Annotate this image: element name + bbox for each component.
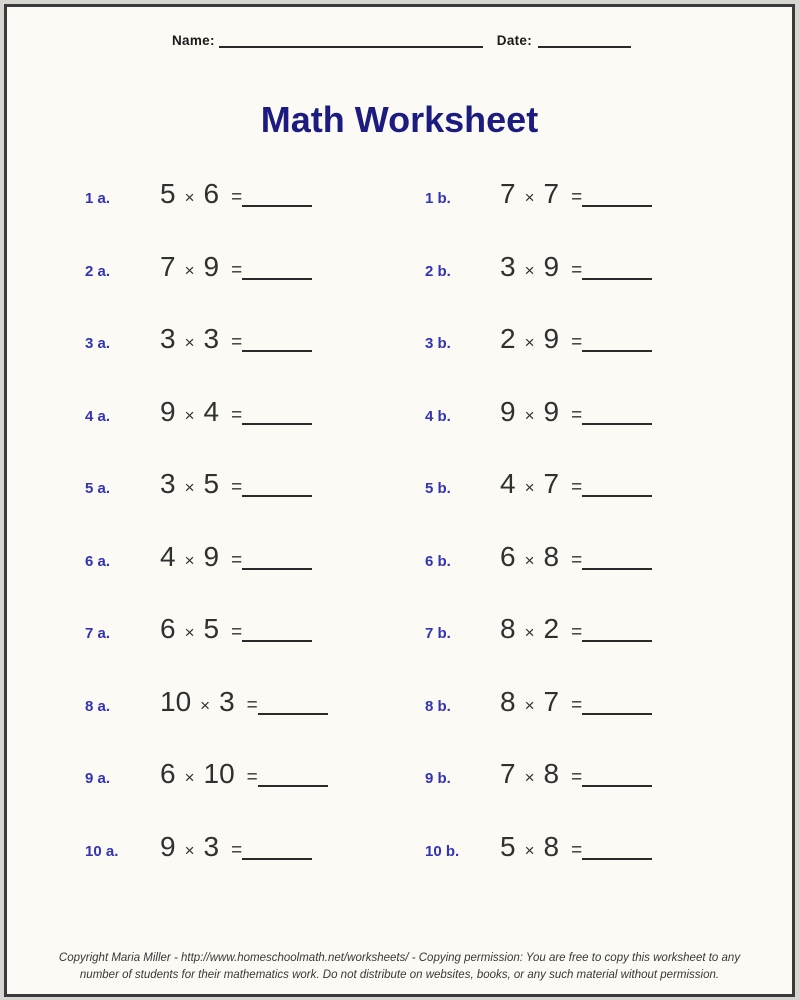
equals-sign: = — [231, 839, 243, 861]
multiplication-sign-icon: × — [524, 550, 535, 570]
multiplication-sign-icon: × — [200, 695, 211, 715]
date-label: Date: — [496, 33, 533, 48]
equals-sign: = — [246, 767, 258, 788]
name-blank-line[interactable] — [219, 33, 483, 48]
multiplication-sign-icon: × — [184, 768, 195, 787]
factor-1: 9 — [500, 395, 516, 427]
problem-row — [7, 525, 792, 598]
factor-1: 6 — [160, 758, 176, 789]
problem-4b — [425, 396, 652, 428]
factor-1: 10 — [160, 685, 192, 717]
problem-number: 6 a. — [85, 552, 111, 570]
factor-1: 9 — [160, 395, 176, 427]
factor-2: 8 — [543, 540, 560, 572]
problem-row — [7, 815, 792, 888]
answer-blank[interactable] — [258, 703, 328, 715]
problem-number: 10 a. — [85, 842, 119, 860]
problem-number: 8 a. — [85, 697, 111, 715]
factor-2: 9 — [543, 323, 560, 354]
answer-blank[interactable] — [242, 413, 312, 425]
equals-sign: = — [231, 404, 243, 426]
problem-number: 7 a. — [85, 625, 111, 642]
answer-blank[interactable] — [582, 413, 652, 425]
answer-blank[interactable] — [582, 340, 652, 352]
factor-1: 7 — [500, 758, 516, 789]
factor-2: 3 — [203, 323, 220, 354]
equals-sign: = — [231, 622, 243, 643]
worksheet-page — [4, 4, 795, 997]
equals-sign: = — [231, 549, 243, 571]
problem-number: 3 b. — [425, 335, 451, 352]
problem-row — [7, 452, 792, 525]
multiplication-sign-icon: × — [184, 478, 195, 497]
multiplication-sign-icon: × — [524, 623, 535, 642]
problem-row — [7, 597, 792, 670]
multiplication-sign-icon: × — [524, 840, 535, 860]
multiplication-sign-icon: × — [524, 695, 535, 715]
multiplication-sign-icon: × — [184, 188, 195, 207]
factor-2: 9 — [203, 540, 220, 572]
answer-blank[interactable] — [582, 775, 652, 787]
answer-blank[interactable] — [582, 630, 652, 642]
answer-blank[interactable] — [258, 775, 328, 787]
factor-1: 8 — [500, 685, 516, 717]
problem-number: 4 b. — [425, 407, 451, 425]
problem-4a — [85, 396, 312, 428]
problem-number: 9 b. — [425, 770, 451, 787]
header — [172, 33, 631, 48]
multiplication-sign-icon: × — [184, 405, 195, 425]
factor-1: 6 — [160, 613, 176, 644]
problem-number: 2 b. — [425, 262, 451, 280]
problem-3a — [85, 323, 312, 355]
problem-number: 6 b. — [425, 552, 451, 570]
problem-number: 5 b. — [425, 480, 451, 497]
factor-2: 3 — [203, 830, 220, 862]
equals-sign: = — [231, 259, 243, 281]
problem-6b — [425, 541, 652, 573]
multiplication-sign-icon: × — [524, 260, 535, 280]
problem-number: 8 b. — [425, 697, 451, 715]
answer-blank[interactable] — [582, 268, 652, 280]
problem-1b — [425, 178, 652, 210]
factor-2: 5 — [203, 468, 220, 499]
answer-blank[interactable] — [242, 558, 312, 570]
problems-grid — [7, 162, 792, 887]
answer-blank[interactable] — [582, 848, 652, 860]
answer-blank[interactable] — [582, 195, 652, 207]
multiplication-sign-icon: × — [184, 260, 195, 280]
problem-row — [7, 380, 792, 453]
answer-blank[interactable] — [582, 485, 652, 497]
equals-sign: = — [231, 477, 243, 498]
problem-number: 1 b. — [425, 190, 451, 207]
multiplication-sign-icon: × — [524, 405, 535, 425]
problem-8a — [85, 686, 328, 718]
multiplication-sign-icon: × — [184, 333, 195, 352]
equals-sign: = — [571, 767, 583, 788]
problem-number: 9 a. — [85, 770, 111, 787]
date-blank-line[interactable] — [538, 33, 631, 48]
problem-row — [7, 235, 792, 308]
factor-1: 7 — [160, 250, 176, 282]
equals-sign: = — [571, 187, 583, 208]
problem-7b — [425, 613, 652, 645]
problem-number: 10 b. — [425, 842, 460, 860]
problem-5a — [85, 468, 312, 500]
factor-1: 6 — [500, 540, 516, 572]
equals-sign: = — [231, 187, 243, 208]
equals-sign: = — [231, 332, 243, 353]
equals-sign: = — [571, 622, 583, 643]
factor-1: 4 — [500, 468, 516, 499]
name-label: Name: — [172, 33, 215, 48]
factor-1: 8 — [500, 613, 516, 644]
factor-2: 9 — [543, 250, 560, 282]
answer-blank[interactable] — [582, 703, 652, 715]
multiplication-sign-icon: × — [184, 550, 195, 570]
problem-number: 3 a. — [85, 335, 111, 352]
problem-row — [7, 670, 792, 743]
factor-2: 3 — [219, 685, 235, 717]
factor-2: 2 — [543, 613, 560, 644]
problem-row — [7, 307, 792, 380]
multiplication-sign-icon: × — [524, 333, 535, 352]
multiplication-sign-icon: × — [524, 478, 535, 497]
equals-sign: = — [571, 404, 583, 426]
factor-1: 3 — [160, 323, 176, 354]
problem-5b — [425, 468, 652, 500]
problem-row — [7, 162, 792, 235]
factor-2: 7 — [543, 468, 560, 499]
problem-1a — [85, 178, 312, 210]
answer-blank[interactable] — [242, 195, 312, 207]
factor-2: 7 — [543, 685, 560, 717]
factor-2: 8 — [543, 758, 560, 789]
factor-1: 3 — [160, 468, 176, 499]
problem-8b — [425, 686, 652, 718]
multiplication-sign-icon: × — [184, 840, 195, 860]
factor-2: 8 — [543, 830, 560, 862]
answer-blank[interactable] — [242, 485, 312, 497]
problem-number: 4 a. — [85, 407, 111, 425]
factor-2: 5 — [203, 613, 220, 644]
factor-1: 5 — [500, 830, 516, 862]
equals-sign: = — [571, 839, 583, 861]
page-title: Math Worksheet — [260, 99, 539, 140]
factor-1: 5 — [160, 178, 176, 209]
factor-1: 3 — [500, 250, 516, 282]
factor-2: 4 — [203, 395, 220, 427]
problem-number: 1 a. — [85, 190, 111, 207]
problem-2a — [85, 251, 312, 283]
factor-1: 7 — [500, 178, 516, 209]
problem-7a — [85, 613, 312, 645]
problem-number: 2 a. — [85, 262, 111, 280]
answer-blank[interactable] — [242, 268, 312, 280]
footer-line-1: Copyright Maria Miller - http://www.homeschoolmath.net/worksheets/ - Copying permission: You are free to copy this worksheet to any — [58, 952, 741, 964]
equals-sign: = — [571, 259, 583, 281]
factor-2: 6 — [203, 178, 220, 209]
factor-2: 10 — [203, 758, 235, 789]
factor-2: 7 — [543, 178, 560, 209]
factor-1: 2 — [500, 323, 516, 354]
equals-sign: = — [571, 477, 583, 498]
equals-sign: = — [571, 549, 583, 571]
answer-blank[interactable] — [582, 558, 652, 570]
problem-number: 7 b. — [425, 625, 451, 642]
footer-line-2: number of students for their mathematics work. Do not distribute on websites, books, or any such material without permission. — [79, 969, 720, 981]
problem-10a — [85, 831, 312, 863]
factor-1: 4 — [160, 540, 176, 572]
answer-blank[interactable] — [242, 340, 312, 352]
factor-2: 9 — [203, 250, 220, 282]
equals-sign: = — [571, 332, 583, 353]
equals-sign: = — [246, 694, 258, 716]
factor-2: 9 — [543, 395, 560, 427]
problem-row — [7, 742, 792, 815]
answer-blank[interactable] — [242, 630, 312, 642]
factor-1: 9 — [160, 830, 176, 862]
answer-blank[interactable] — [242, 848, 312, 860]
copyright-footer — [7, 950, 792, 984]
multiplication-sign-icon: × — [184, 623, 195, 642]
problem-9b — [425, 758, 652, 790]
problem-10b — [425, 831, 652, 863]
problem-9a — [85, 758, 328, 790]
problem-2b — [425, 251, 652, 283]
multiplication-sign-icon: × — [524, 768, 535, 787]
problem-6a — [85, 541, 312, 573]
multiplication-sign-icon: × — [524, 188, 535, 207]
equals-sign: = — [571, 694, 583, 716]
problem-3b — [425, 323, 652, 355]
problem-number: 5 a. — [85, 480, 111, 497]
